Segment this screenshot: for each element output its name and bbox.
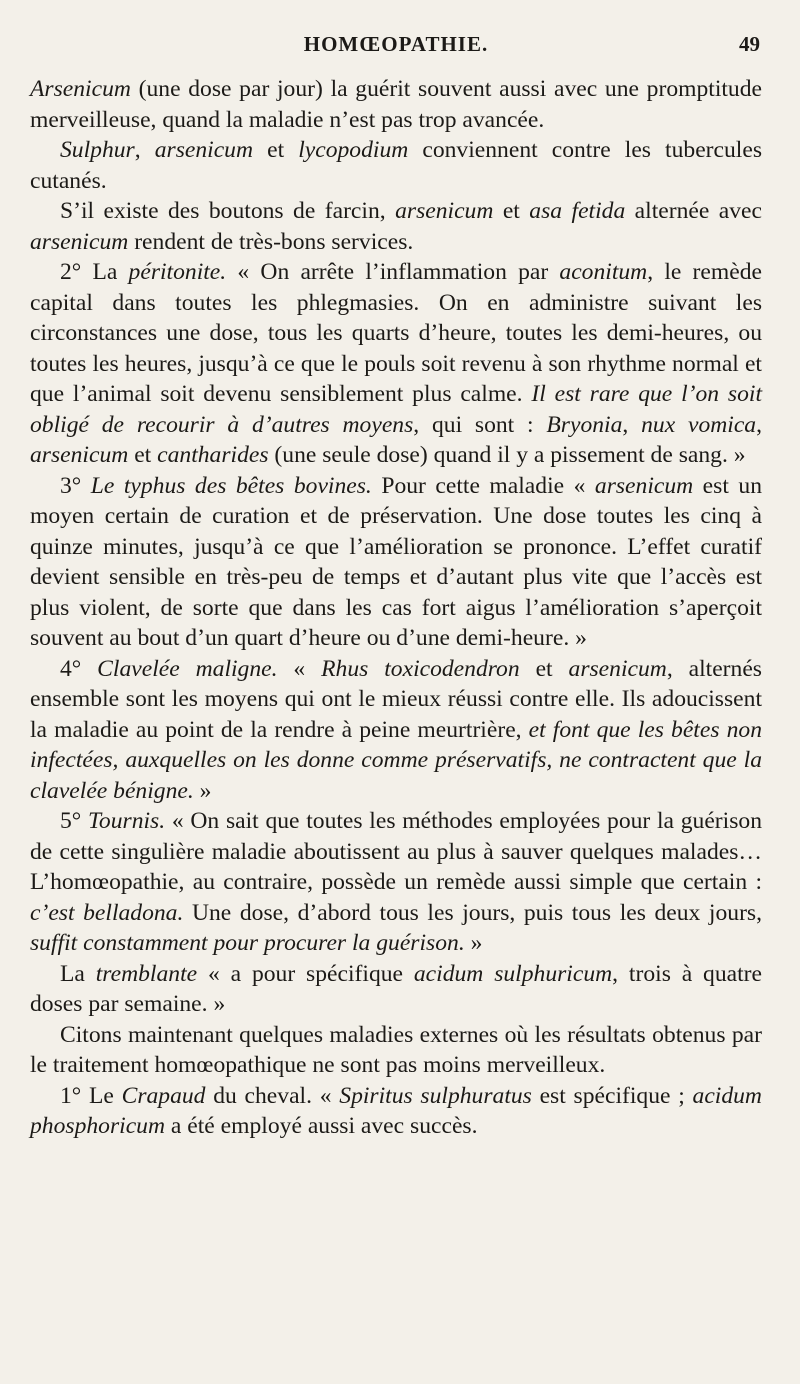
text-run: est spécifique ; bbox=[531, 1082, 693, 1109]
text-run: S’il existe des boutons de farcin, bbox=[60, 198, 396, 224]
italic-text: arsenicum bbox=[568, 655, 667, 682]
paragraph bbox=[30, 1081, 762, 1142]
text-run: alternée avec bbox=[625, 198, 762, 224]
text-run: et bbox=[128, 442, 158, 468]
text-run: Pour cette maladie « bbox=[371, 472, 595, 499]
text-run: 3° bbox=[60, 472, 91, 499]
text-run: « a pour spécifique bbox=[197, 960, 414, 987]
italic-text: Bryonia bbox=[546, 411, 623, 438]
italic-text: Crapaud bbox=[121, 1082, 206, 1109]
italic-text: asa fetida bbox=[529, 198, 626, 224]
page-header bbox=[30, 24, 762, 74]
text-run: La bbox=[60, 960, 96, 987]
italic-text: acidum phosphoricum bbox=[30, 1082, 762, 1139]
body-text bbox=[30, 74, 762, 1142]
italic-text: Le typhus des bêtes bovines. bbox=[90, 472, 372, 499]
italic-text: Il est rare que l’on soit obligé de recourir à d’autres moyens bbox=[30, 381, 763, 438]
text-run: , alternés ensemble sont les moyens qui ont le mieux réussi contre elle. Ils adoucissent la maladie au point de la rendre à peine meurtrière, bbox=[30, 655, 762, 743]
text-run: 5° bbox=[60, 808, 88, 834]
italic-text: Spiritus sulphuratus bbox=[339, 1082, 532, 1109]
italic-text: lycopodium bbox=[298, 137, 409, 163]
text-run: « On arrête l’inflammation par bbox=[226, 259, 560, 285]
text-run: , bbox=[134, 137, 155, 163]
italic-text: Tournis. bbox=[87, 808, 166, 834]
paragraph bbox=[30, 959, 762, 1020]
text-run: du cheval. « bbox=[205, 1082, 340, 1109]
italic-text: Sulphur bbox=[60, 137, 135, 163]
text-run: rendent de très-bons services. bbox=[128, 228, 414, 255]
text-run: , le remède capital dans toutes les phlegmasies. On en administre suivant les circonstances une dose, tous les quarts d’heure, toutes les demi-heures, ou toutes les heures, jusqu’à ce que le pouls soit revenu à son rhythme normal et que l’animal soit devenu sensiblement plus calme. bbox=[30, 259, 762, 407]
paragraph bbox=[30, 806, 762, 959]
paragraph bbox=[30, 257, 762, 471]
text-run: est un moyen certain de curation et de préservation. Une dose toutes les cinq à quinze minutes, jusqu’à ce que l’amélioration se prononce. L’effet curatif devient sensible en très-peu de temps et d’autant plus vite que l’accès est plus violent, de sorte que dans les cas fort aigus l’amélioration s’aperçoit souvent au bout d’un quart d’heure ou d’une demi-heure. » bbox=[30, 472, 762, 651]
paragraph bbox=[30, 471, 762, 654]
italic-text: arsenicum bbox=[154, 137, 254, 163]
text-run: Citons maintenant quelques maladies externes où les résultats obtenus par le traitement homœopathique ne sont pas moins merveilleux. bbox=[30, 1021, 762, 1078]
italic-text: arsenicum bbox=[395, 198, 494, 224]
text-run: et bbox=[519, 655, 569, 682]
italic-text: Arsenicum bbox=[30, 76, 131, 102]
paragraph bbox=[30, 654, 762, 807]
text-run: , qui sont : bbox=[413, 411, 547, 438]
text-run: (une seule dose) quand il y a pissement de sang. » bbox=[268, 442, 746, 468]
italic-text: arsenicum bbox=[30, 442, 129, 468]
text-run: « On sait que toutes les méthodes employées pour la guérison de cette singulière maladie aboutissent au plus à sauver quelques malades… L’homœopathie, au contraire, possède un remède aussi simple que certain : bbox=[30, 808, 762, 895]
text-run: « bbox=[277, 655, 322, 682]
text-run: » bbox=[193, 777, 212, 804]
text-run: » bbox=[464, 930, 483, 956]
text-run: , bbox=[756, 411, 763, 438]
italic-text: et font que les bêtes non infectées, auxquelles on les donne comme préservatifs, ne contractent que la clavelée bénigne. bbox=[30, 716, 762, 804]
text-run: Une dose, d’abord tous les jours, puis tous les deux jours, bbox=[183, 899, 763, 926]
text-run: et bbox=[253, 137, 299, 163]
italic-text: suffit constamment pour procurer la guérison. bbox=[30, 930, 465, 956]
italic-text: tremblante bbox=[95, 960, 198, 987]
text-run: conviennent contre les tubercules cutanés. bbox=[30, 137, 763, 194]
text-run: , trois à quatre doses par semaine. » bbox=[30, 960, 763, 1017]
italic-text: aconitum bbox=[559, 259, 648, 285]
text-run: et bbox=[493, 198, 530, 224]
paragraph bbox=[30, 74, 762, 135]
text-run: a été employé aussi avec succès. bbox=[165, 1113, 478, 1139]
italic-text: c’est belladona. bbox=[30, 899, 184, 926]
italic-text: arsenicum bbox=[30, 228, 129, 255]
italic-text: nux vomica bbox=[641, 411, 757, 438]
running-title: HOMŒOPATHIE. bbox=[303, 32, 489, 56]
text-run: 4° bbox=[60, 655, 98, 682]
paragraph bbox=[30, 1020, 762, 1081]
paragraph bbox=[30, 196, 762, 257]
italic-text: cantharides bbox=[157, 442, 269, 468]
italic-text: Clavelée maligne. bbox=[97, 655, 278, 682]
italic-text: Rhus toxicodendron bbox=[321, 655, 520, 682]
text-run: , bbox=[622, 411, 642, 438]
italic-text: acidum sulphuricum bbox=[413, 960, 613, 987]
italic-text: péritonite. bbox=[128, 259, 227, 285]
paragraph bbox=[30, 135, 762, 196]
text-run: 1° Le bbox=[60, 1082, 122, 1109]
text-run: 2° La bbox=[60, 259, 129, 285]
page-number: 49 bbox=[739, 32, 760, 56]
italic-text: arsenicum bbox=[594, 472, 694, 499]
text-run: (une dose par jour) la guérit souvent aussi avec une promptitude merveilleuse, quand la maladie n’est pas trop avancée. bbox=[30, 76, 762, 133]
